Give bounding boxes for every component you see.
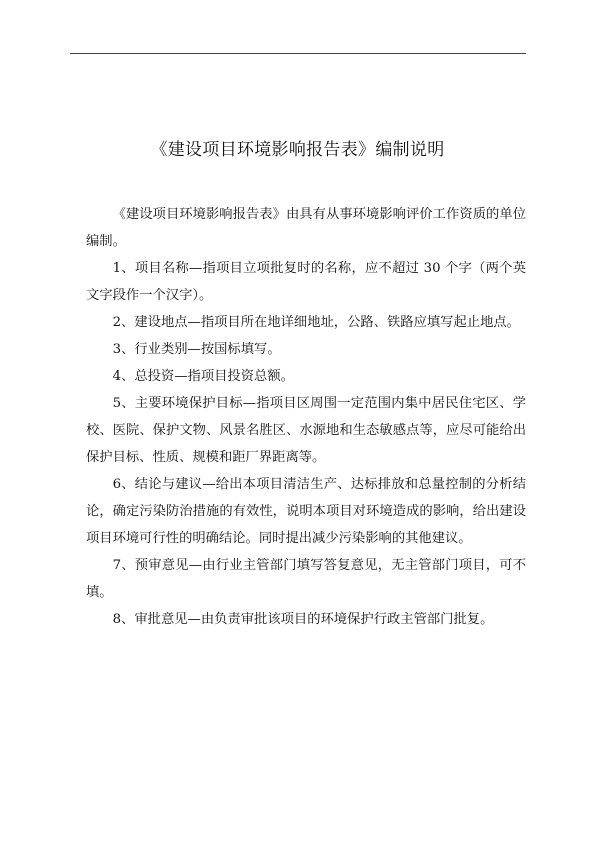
item-total-investment: 4、总投资—指项目投资总额。 [112, 369, 294, 384]
item-preliminary-review: 7、预审意见—由行业主管部门填写答复意见，无主管部门项目，可不填。 [86, 558, 526, 600]
document-title: 《建设项目环境影响报告表》编制说明 [150, 140, 445, 160]
item-project-name: 1、项目名称—指项目立项批复时的名称，应不超过 30 个字（两个英文字段作一个汉字）。 [86, 261, 526, 303]
item-industry-category: 3、行业类别—按国标填写。 [112, 342, 281, 357]
item-approval-opinion: 8、审批意见—由负责审批该项目的环境保护行政主管部门批复。 [112, 612, 494, 627]
item-construction-site: 2、建设地点—指项目所在地详细地址，公路、铁路应填写起止地点。 [112, 315, 520, 330]
item-conclusions: 6、结论与建议—给出本项目清洁生产、达标排放和总量控制的分析结论，确定污染防治措施的有效性，说明本项目对环境造成的影响，给出建设项目环境可行性的明确结论。同时提出减少污染影响的其他建议。 [86, 477, 526, 546]
item-protection-targets: 5、主要环境保护目标—指项目区周围一定范围内集中居民住宅区、学校、医院、保护文物、风景名胜区、水源地和生态敏感点等，应尽可能给出保护目标、性质、规模和距厂界距离等。 [86, 396, 526, 465]
header-rule [70, 53, 526, 54]
intro-paragraph: 《建设项目环境影响报告表》由具有从事环境影响评价工作资质的单位编制。 [86, 207, 526, 249]
